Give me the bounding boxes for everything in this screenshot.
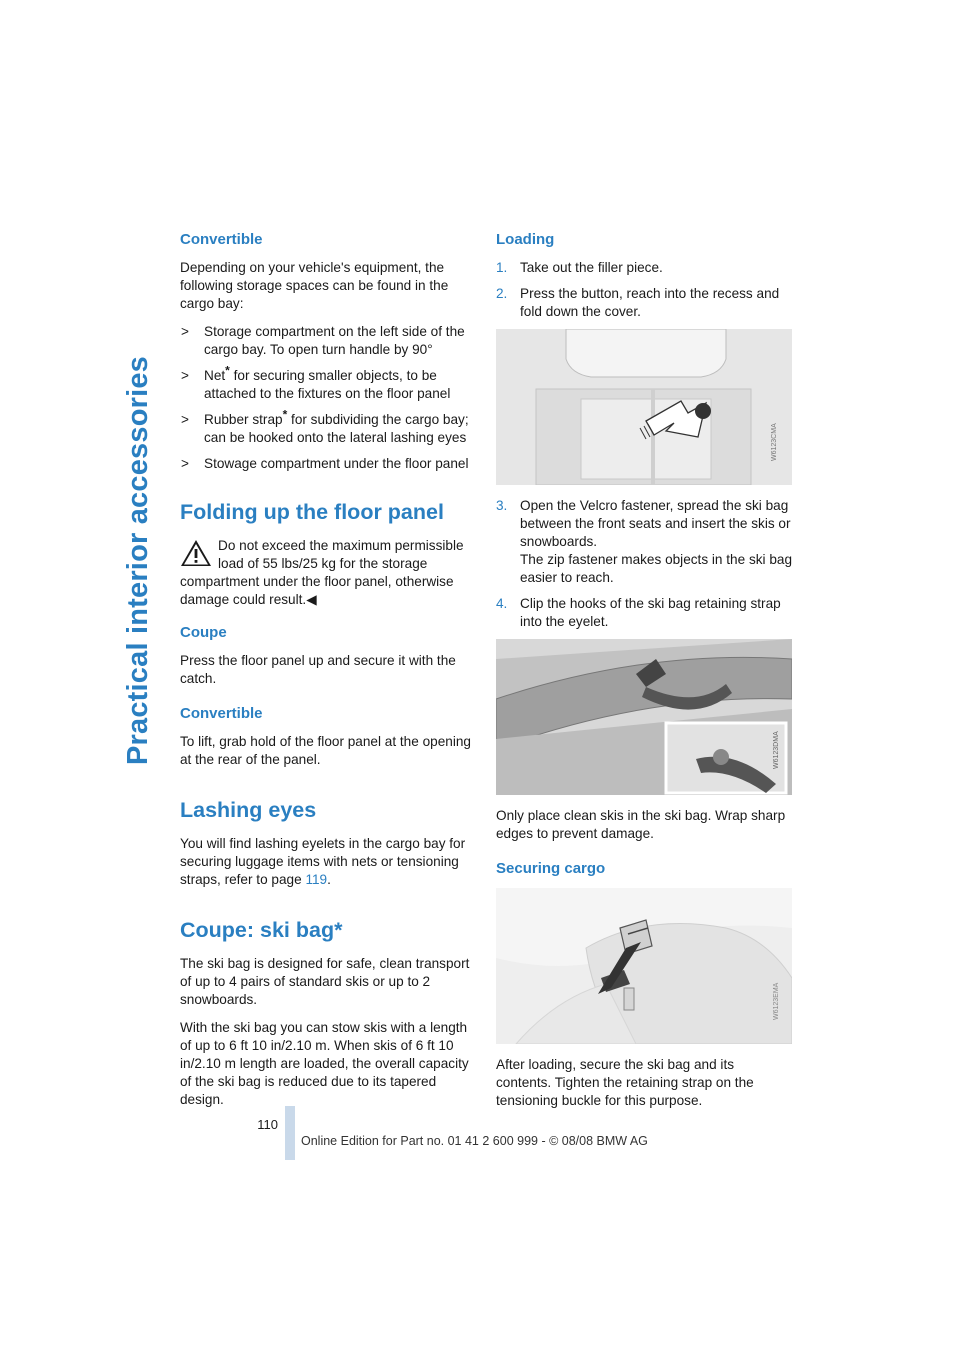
warning-text: Do not exceed the maximum permissible load of 55 lbs/25 kg for the storage compartment under the floor panel, otherwise damage could result. [180,538,464,607]
lashing-heading: Lashing eyes [180,798,317,822]
page-number: 110 [257,1117,278,1132]
section-side-title [116,20,160,1100]
step-number: 3. [496,498,508,513]
step-item [496,497,792,587]
warning-notice [180,537,476,609]
footer-accent-bar [285,1106,295,1160]
figure-securing-cargo [496,888,792,1044]
ski-bag-illustration [496,639,792,795]
list-item [180,363,476,403]
step-item [496,595,792,631]
step-text: Clip the hooks of the ski bag retaining strap into the eyelet. [520,596,781,629]
coupe-text: Press the floor panel up and secure it with the catch. [180,653,456,686]
warning-icon [180,539,212,567]
step-item [496,285,792,321]
side-title-text: Practical interior accessories [121,355,154,765]
ski-bag-text-2: With the ski bag you can stow skis with a length of up to 6 ft 10 in/2.10 m. When skis of 6 ft 10 in/2.10 m length are loaded, the overall capacity of the ski bag is reduced due to its tapered design. [180,1020,469,1107]
bullet-marker: > [181,412,189,427]
loading-steps-cont [496,497,792,631]
lashing-text [180,835,476,889]
step-text: Take out the filler piece. [520,260,663,275]
lashing-text-post: . [327,872,331,887]
optional-equipment-star: * [225,363,230,378]
securing-heading: Securing cargo [496,860,606,877]
folding-heading: Folding up the floor panel [180,500,444,524]
lashing-text-pre: You will find lashing eyelets in the cargo bay for securing luggage items with nets or tensioning straps, refer to page [180,836,466,887]
loading-heading: Loading [496,231,555,248]
left-column [180,230,476,1119]
figure-code: W6123DMA [773,731,780,769]
clean-skis-text: Only place clean skis in the ski bag. Wrap sharp edges to prevent damage. [496,808,786,841]
convertible-floor-heading: Convertible [180,705,263,722]
end-mark: ◀ [306,592,317,607]
online-edition-note: Online Edition for Part no. 01 41 2 600 999 - © 08/08 BMW AG [301,1134,648,1148]
coupe-heading: Coupe [180,624,227,641]
optional-equipment-star: * [282,407,288,422]
bullet-text-pre: Rubber strap [204,412,283,427]
bullet-text: Stowage compartment under the floor panel [204,456,469,471]
list-item [180,323,476,359]
figure-filler-button [496,329,792,485]
release-button-icon [695,403,711,419]
after-loading-text: After loading, secure the ski bag and its contents. Tighten the retaining strap on the tensioning buckle for this purpose. [496,1057,754,1108]
figure-code: W6123EMA [773,982,780,1020]
bullet-text: Storage compartment on the left side of the cargo bay. To open turn handle by 90° [204,324,465,357]
step-number: 1. [496,260,508,275]
page-reference-link[interactable]: 119 [305,872,328,887]
storage-list [180,323,476,473]
figure-ski-bag-strap [496,639,792,795]
step-number: 2. [496,286,508,301]
bullet-marker: > [181,368,189,383]
bullet-marker: > [181,324,189,339]
step-text: Press the button, reach into the recess and fold down the cover. [520,286,780,319]
seat-cover-illustration [496,329,792,485]
step-note: The zip fastener makes objects in the ski bag easier to reach. [520,552,793,585]
tension-buckle-illustration [496,888,792,1044]
convertible-floor-text: To lift, grab hold of the floor panel at the opening at the rear of the panel. [180,734,471,767]
convertible-heading: Convertible [180,231,263,248]
bullet-text-post: for subdividing the cargo bay; can be hooked onto the lateral lashing eyes [204,412,469,445]
right-column [496,230,792,1120]
step-text: Open the Velcro fastener, spread the ski bag between the front seats and insert the skis or snowboards. [520,498,791,549]
bullet-text-post: for securing smaller objects, to be attached to the fixtures on the floor panel [204,368,451,401]
list-item [180,407,476,447]
convertible-intro: Depending on your vehicle's equipment, the following storage spaces can be found in the cargo bay: [180,260,449,311]
ski-bag-text-1: The ski bag is designed for safe, clean transport of up to 4 pairs of standard skis or up to 2 snowboards. [180,956,470,1007]
step-number: 4. [496,596,508,611]
loading-steps [496,259,792,321]
step-item [496,259,792,277]
ski-bag-heading: Coupe: ski bag* [180,918,343,942]
bullet-marker: > [181,456,189,471]
figure-code: W6123CMA [771,423,778,461]
list-item [180,455,476,473]
bullet-text-pre: Net [204,368,226,383]
